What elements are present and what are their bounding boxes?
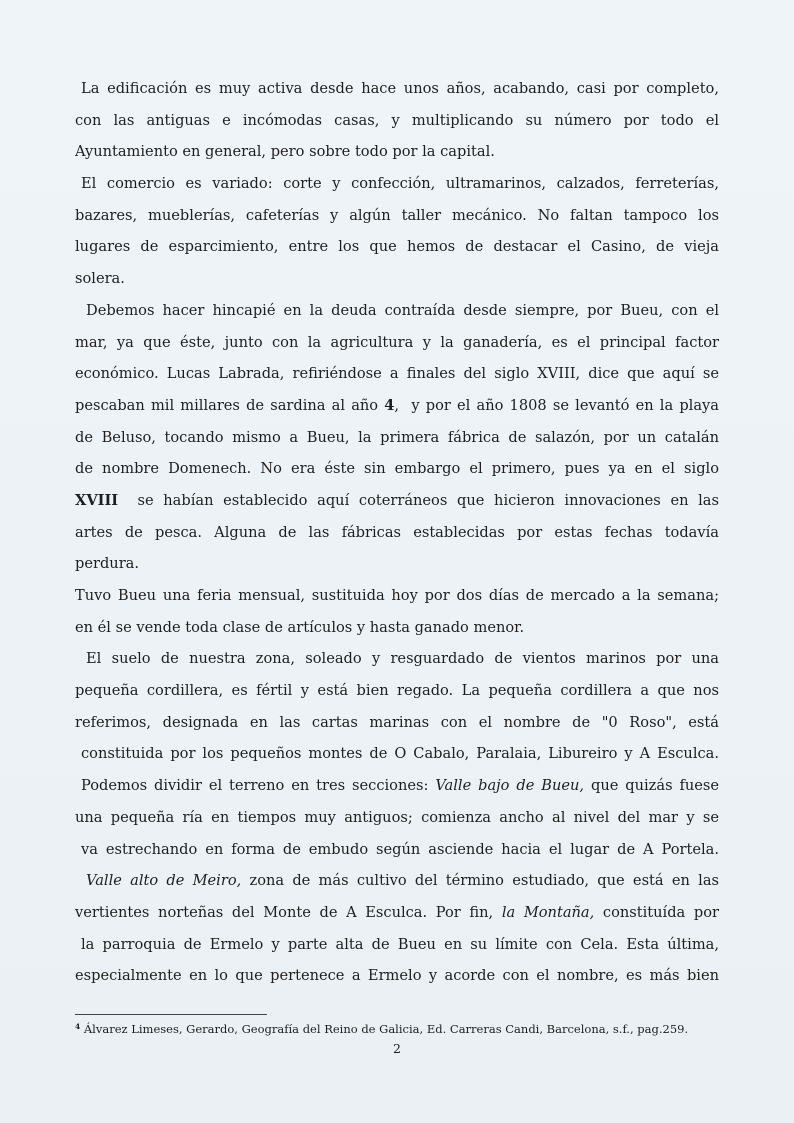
- footnote-text: Álvarez Limeses, Gerardo, Geografía del Reino de Galicia, Ed. Carreras Candi, Barcelona, s.f., pag.259.: [83, 1022, 689, 1036]
- footnote: [75, 1020, 719, 1036]
- text-line: Tuvo Bueu una feria mensual, sustituida hoy por dos días de mercado a la semana;: [75, 587, 719, 604]
- text-line: pequeña cordillera, es fértil y está bien regado. La pequeña cordillera a que nos: [75, 682, 719, 700]
- footnote-marker: 4: [75, 1022, 81, 1031]
- text-line: Ayuntamiento en general, pero sobre todo por la capital.: [75, 143, 495, 161]
- footnote-separator: [75, 1014, 267, 1015]
- text-line: solera.: [75, 270, 125, 288]
- text-line: vertientes norteñas del Monte de A Esculca. Por fin, la Montaña, constituída por: [75, 903, 719, 921]
- text-line: especialmente en lo que pertenece a Ermelo y acorde con el nombre, es más bien: [75, 967, 719, 985]
- text-line: mar, ya que éste, junto con la agricultura y la ganadería, es el principal factor: [75, 333, 719, 351]
- text-line: La edificación es muy activa desde hace unos años, acabando, casi por completo,: [81, 80, 719, 97]
- text-line: XVIII se habían establecido aquí coterráneos que hicieron innovaciones en las: [75, 491, 720, 509]
- text-line: en él se vende toda clase de artículos y hasta ganado menor.: [75, 618, 525, 636]
- text-line: la parroquia de Ermelo y parte alta de Bueu en su límite con Cela. Esta última,: [81, 935, 719, 953]
- page-number: 2: [393, 1041, 401, 1056]
- text-line: de nombre Domenech. No era éste sin embargo el primero, pues ya en el siglo: [75, 460, 719, 478]
- text-line: Valle alto de Meiro, zona de más cultivo del término estudiado, que está en las: [86, 872, 720, 890]
- text-line: constituida por los pequeños montes de O Cabalo, Paralaia, Libureiro y A Esculca.: [81, 745, 719, 763]
- text-line: El suelo de nuestra zona, soleado y resguardado de vientos marinos por una: [86, 650, 719, 668]
- text-line: una pequeña ría en tiempos muy antiguos; comienza ancho al nivel del mar y se: [75, 808, 719, 826]
- text-line: lugares de esparcimiento, entre los que hemos de destacar el Casino, de vieja: [75, 238, 719, 256]
- text-line: bazares, mueblerías, cafeterías y algún taller mecánico. No faltan tampoco los: [75, 206, 719, 224]
- text-line: económico. Lucas Labrada, refiriéndose a finales del siglo XVIII, dice que aquí se: [75, 365, 719, 383]
- text-line: Debemos hacer hincapié en la deuda contraída desde siempre, por Bueu, con el: [86, 301, 719, 319]
- text-line: El comercio es variado: corte y confección, ultramarinos, calzados, ferreterías,: [81, 175, 719, 193]
- text-line: de Beluso, tocando mismo a Bueu, la primera fábrica de salazón, por un catalán: [75, 428, 719, 446]
- text-line: pescaban mil millares de sardina al año 4, y por el año 1808 se levantó en la playa: [75, 396, 719, 414]
- text-line: referimos, designada en las cartas marinas con el nombre de "0 Roso", está: [75, 713, 719, 731]
- text-line: va estrechando en forma de embudo según asciende hacia el lugar de A Portela.: [81, 840, 719, 858]
- text-line: perdura.: [75, 555, 140, 573]
- footnote-reference: 4: [384, 396, 395, 414]
- text-line: artes de pesca. Alguna de las fábricas establecidas por estas fechas todavía: [75, 523, 719, 541]
- text-line: Podemos dividir el terreno en tres secciones: Valle bajo de Bueu, que quizás fuese: [81, 777, 720, 795]
- body-text: [75, 73, 719, 992]
- text-line: con las antiguas e incómodas casas, y multiplicando su número por todo el: [75, 111, 719, 129]
